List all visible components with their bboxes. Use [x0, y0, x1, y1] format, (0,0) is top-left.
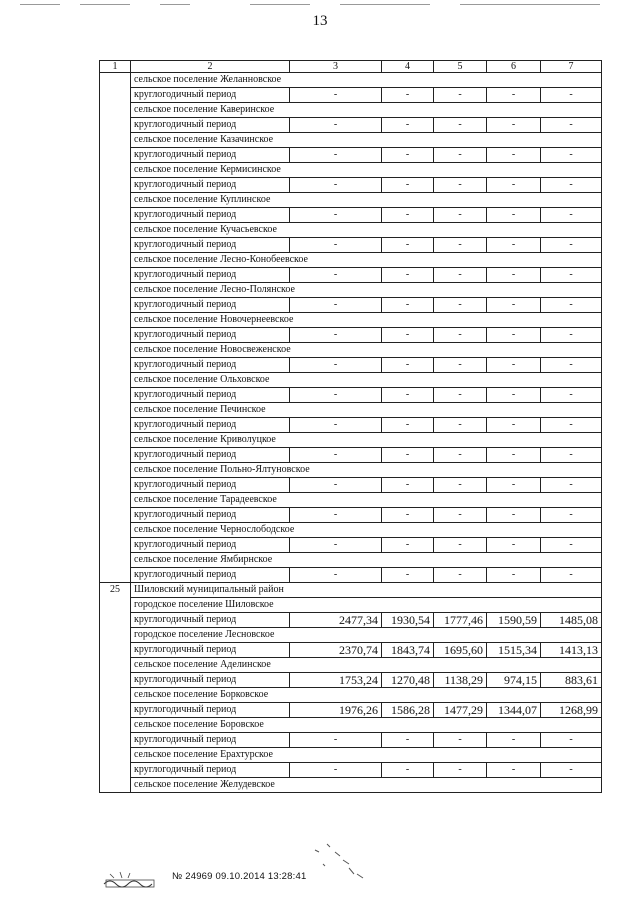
- settlement-row: [100, 313, 602, 328]
- fax-footer: [100, 862, 520, 892]
- tariff-value: -: [382, 568, 434, 583]
- table-body: [100, 61, 602, 793]
- tariff-value: -: [434, 763, 487, 778]
- tariff-value: -: [382, 118, 434, 133]
- tariff-value: -: [434, 568, 487, 583]
- tariff-value: -: [541, 178, 602, 193]
- settlement-name: сельское поселение Желанновское: [131, 73, 602, 88]
- settlement-row: [100, 223, 602, 238]
- tariff-value: -: [434, 388, 487, 403]
- period-row: [100, 118, 602, 133]
- settlement-name: сельское поселение Лесно-Конобеевское: [131, 253, 602, 268]
- tariff-value: -: [434, 178, 487, 193]
- period-label: круглогодичный период: [131, 118, 290, 133]
- tariff-value: -: [541, 208, 602, 223]
- tariff-value: -: [541, 763, 602, 778]
- settlement-row: [100, 718, 602, 733]
- settlement-name: городское поселение Лесновское: [131, 628, 602, 643]
- period-row: [100, 508, 602, 523]
- period-label: круглогодичный период: [131, 358, 290, 373]
- period-row: [100, 643, 602, 658]
- period-row: [100, 568, 602, 583]
- period-label: круглогодичный период: [131, 268, 290, 283]
- settlement-row: [100, 73, 602, 88]
- tariff-value: -: [487, 208, 541, 223]
- period-row: [100, 538, 602, 553]
- settlement-name: сельское поселение Печинское: [131, 403, 602, 418]
- tariff-value: -: [487, 418, 541, 433]
- period-label: круглогодичный период: [131, 238, 290, 253]
- tariff-value: -: [290, 538, 382, 553]
- tariff-value: -: [290, 148, 382, 163]
- tariff-value: -: [290, 418, 382, 433]
- tariff-value: -: [290, 358, 382, 373]
- tariff-value: 1268,99: [541, 703, 602, 718]
- header-cell: 4: [382, 61, 434, 73]
- tariff-value: -: [434, 328, 487, 343]
- header-cell: 1: [100, 61, 131, 73]
- stamp-icon: [100, 868, 162, 890]
- tariff-value: 2370,74: [290, 643, 382, 658]
- tariff-value: -: [382, 448, 434, 463]
- settlement-name: сельское поселение Ерахтурское: [131, 748, 602, 763]
- tariff-value: -: [290, 508, 382, 523]
- tariff-value: -: [290, 478, 382, 493]
- settlement-row: [100, 553, 602, 568]
- tariff-value: 1590,59: [487, 613, 541, 628]
- tariff-value: -: [487, 88, 541, 103]
- tariff-value: -: [434, 448, 487, 463]
- tariff-value: -: [290, 88, 382, 103]
- tariff-value: 1485,08: [541, 613, 602, 628]
- tariff-value: -: [290, 208, 382, 223]
- tariff-value: -: [487, 238, 541, 253]
- tariff-value: -: [541, 358, 602, 373]
- period-label: круглогодичный период: [131, 733, 290, 748]
- settlement-name: сельское поселение Польно-Ялтуновское: [131, 463, 602, 478]
- tariff-value: -: [382, 388, 434, 403]
- settlement-name: сельское поселение Криволуцкое: [131, 433, 602, 448]
- tariff-value: -: [541, 268, 602, 283]
- tariff-value: 1477,29: [434, 703, 487, 718]
- tariff-value: -: [382, 733, 434, 748]
- tariff-value: -: [382, 763, 434, 778]
- tariff-value: -: [487, 358, 541, 373]
- scan-noise-line: [20, 4, 620, 7]
- tariff-value: -: [290, 328, 382, 343]
- tariff-value: 1695,60: [434, 643, 487, 658]
- tariff-value: -: [487, 448, 541, 463]
- period-label: круглогодичный период: [131, 148, 290, 163]
- period-label: круглогодичный период: [131, 538, 290, 553]
- header-cell: 6: [487, 61, 541, 73]
- tariff-value: -: [382, 328, 434, 343]
- tariff-value: -: [434, 238, 487, 253]
- period-row: [100, 358, 602, 373]
- settlement-name: сельское поселение Кучасьевское: [131, 223, 602, 238]
- settlement-name: сельское поселение Чернослободское: [131, 523, 602, 538]
- group-number-cell: [100, 73, 131, 583]
- tariff-value: -: [541, 298, 602, 313]
- period-row: [100, 238, 602, 253]
- tariff-value: 1586,28: [382, 703, 434, 718]
- tariff-value: -: [434, 418, 487, 433]
- period-row: [100, 178, 602, 193]
- settlement-name: сельское поселение Куплинское: [131, 193, 602, 208]
- period-row: [100, 478, 602, 493]
- period-row: [100, 298, 602, 313]
- tariff-value: 974,15: [487, 673, 541, 688]
- settlement-row: [100, 493, 602, 508]
- header-cell: 5: [434, 61, 487, 73]
- period-row: [100, 418, 602, 433]
- period-row: [100, 328, 602, 343]
- tariff-value: -: [487, 268, 541, 283]
- period-row: [100, 148, 602, 163]
- period-label: круглогодичный период: [131, 448, 290, 463]
- tariff-value: -: [541, 118, 602, 133]
- period-label: круглогодичный период: [131, 508, 290, 523]
- tariff-value: -: [487, 148, 541, 163]
- settlement-row: [100, 193, 602, 208]
- tariff-value: -: [487, 478, 541, 493]
- period-row: [100, 388, 602, 403]
- settlement-row: [100, 403, 602, 418]
- period-label: круглогодичный период: [131, 388, 290, 403]
- tariff-value: -: [434, 208, 487, 223]
- tariff-value: -: [487, 118, 541, 133]
- tariff-value: 1753,24: [290, 673, 382, 688]
- period-row: [100, 673, 602, 688]
- tariff-value: -: [541, 328, 602, 343]
- tariff-value: -: [541, 733, 602, 748]
- tariff-value: -: [541, 238, 602, 253]
- settlement-name: сельское поселение Боровское: [131, 718, 602, 733]
- period-label: круглогодичный период: [131, 418, 290, 433]
- settlement-name: сельское поселение Каверинское: [131, 103, 602, 118]
- tariff-value: -: [541, 418, 602, 433]
- tariff-value: -: [541, 388, 602, 403]
- period-row: [100, 208, 602, 223]
- tariff-value: -: [541, 538, 602, 553]
- tariff-value: -: [541, 568, 602, 583]
- tariff-value: -: [487, 328, 541, 343]
- settlement-row: [100, 463, 602, 478]
- tariff-value: -: [290, 763, 382, 778]
- tariff-value: -: [382, 208, 434, 223]
- settlement-row: [100, 133, 602, 148]
- period-label: круглогодичный период: [131, 568, 290, 583]
- tariff-table: [99, 60, 602, 793]
- period-label: круглогодичный период: [131, 763, 290, 778]
- settlement-name: сельское поселение Лесно-Полянское: [131, 283, 602, 298]
- settlement-row: [100, 658, 602, 673]
- period-row: [100, 268, 602, 283]
- tariff-value: -: [290, 238, 382, 253]
- tariff-value: -: [487, 568, 541, 583]
- period-row: [100, 613, 602, 628]
- tariff-value: 1777,46: [434, 613, 487, 628]
- tariff-value: -: [541, 88, 602, 103]
- tariff-value: -: [434, 508, 487, 523]
- page-number: 13: [312, 13, 328, 29]
- tariff-value: -: [382, 508, 434, 523]
- tariff-value: -: [290, 298, 382, 313]
- header-cell: 2: [131, 61, 290, 73]
- tariff-value: -: [290, 178, 382, 193]
- tariff-value: 1413,13: [541, 643, 602, 658]
- settlement-name: сельское поселение Новочернеевское: [131, 313, 602, 328]
- tariff-value: -: [290, 448, 382, 463]
- settlement-name: сельское поселение Ямбирнское: [131, 553, 602, 568]
- tariff-value: -: [382, 148, 434, 163]
- settlement-row: [100, 523, 602, 538]
- tariff-value: -: [487, 298, 541, 313]
- tariff-value: -: [434, 538, 487, 553]
- tariff-value: -: [382, 418, 434, 433]
- group-number-cell: 25: [100, 583, 131, 793]
- settlement-row: [100, 373, 602, 388]
- settlement-name: сельское поселение Желудевское: [131, 778, 602, 793]
- settlement-row: [100, 748, 602, 763]
- settlement-row: [100, 628, 602, 643]
- settlement-name: сельское поселение Новосвеженское: [131, 343, 602, 358]
- period-label: круглогодичный период: [131, 328, 290, 343]
- settlement-row: [100, 688, 602, 703]
- tariff-value: -: [382, 298, 434, 313]
- period-row: [100, 733, 602, 748]
- tariff-value: -: [290, 388, 382, 403]
- tariff-value: 1270,48: [382, 673, 434, 688]
- tariff-value: -: [541, 478, 602, 493]
- period-row: [100, 448, 602, 463]
- period-label: круглогодичный период: [131, 703, 290, 718]
- tariff-value: -: [434, 478, 487, 493]
- tariff-value: -: [290, 268, 382, 283]
- tariff-value: 1515,34: [487, 643, 541, 658]
- settlement-name: городское поселение Шиловское: [131, 598, 602, 613]
- tariff-value: -: [290, 568, 382, 583]
- settlement-row: [100, 343, 602, 358]
- tariff-value: -: [434, 88, 487, 103]
- settlement-row: [100, 163, 602, 178]
- period-label: круглогодичный период: [131, 478, 290, 493]
- tariff-value: -: [434, 358, 487, 373]
- tariff-value: 883,61: [541, 673, 602, 688]
- tariff-value: -: [434, 733, 487, 748]
- tariff-value: 1930,54: [382, 613, 434, 628]
- tariff-value: -: [382, 538, 434, 553]
- period-label: круглогодичный период: [131, 208, 290, 223]
- tariff-value: -: [434, 268, 487, 283]
- settlement-row: [100, 103, 602, 118]
- tariff-value: 1138,29: [434, 673, 487, 688]
- settlement-row: [100, 433, 602, 448]
- period-label: круглогодичный период: [131, 673, 290, 688]
- tariff-value: -: [382, 268, 434, 283]
- period-row: [100, 88, 602, 103]
- settlement-row: [100, 283, 602, 298]
- tariff-value: -: [290, 118, 382, 133]
- table-header-row: [100, 61, 602, 73]
- district-name: Шиловский муниципальный район: [131, 583, 602, 598]
- tariff-value: -: [487, 178, 541, 193]
- settlement-row: [100, 778, 602, 793]
- settlement-name: сельское поселение Борковское: [131, 688, 602, 703]
- period-label: круглогодичный период: [131, 178, 290, 193]
- tariff-value: -: [382, 88, 434, 103]
- tariff-value: -: [541, 508, 602, 523]
- tariff-value: -: [434, 118, 487, 133]
- tariff-value: -: [382, 238, 434, 253]
- tariff-value: -: [382, 358, 434, 373]
- tariff-value: -: [487, 763, 541, 778]
- tariff-value: 1843,74: [382, 643, 434, 658]
- settlement-name: сельское поселение Казачинское: [131, 133, 602, 148]
- tariff-value: -: [290, 733, 382, 748]
- settlement-name: сельское поселение Кермисинское: [131, 163, 602, 178]
- district-row: [100, 583, 602, 598]
- tariff-value: -: [382, 478, 434, 493]
- settlement-name: сельское поселение Аделинское: [131, 658, 602, 673]
- fax-transmission-line: № 24969 09.10.2014 13:28:41: [172, 871, 307, 882]
- tariff-value: -: [434, 148, 487, 163]
- tariff-value: 1344,07: [487, 703, 541, 718]
- tariff-value: 2477,34: [290, 613, 382, 628]
- settlement-name: сельское поселение Ольховское: [131, 373, 602, 388]
- tariff-value: -: [382, 178, 434, 193]
- tariff-value: -: [487, 733, 541, 748]
- header-cell: 7: [541, 61, 602, 73]
- tariff-value: -: [487, 388, 541, 403]
- tariff-value: 1976,26: [290, 703, 382, 718]
- tariff-value: -: [487, 538, 541, 553]
- period-label: круглогодичный период: [131, 613, 290, 628]
- tariff-value: -: [487, 508, 541, 523]
- period-label: круглогодичный период: [131, 643, 290, 658]
- period-label: круглогодичный период: [131, 298, 290, 313]
- header-cell: 3: [290, 61, 382, 73]
- tariff-value: -: [541, 448, 602, 463]
- period-row: [100, 763, 602, 778]
- settlement-row: [100, 253, 602, 268]
- settlement-name: сельское поселение Тарадеевское: [131, 493, 602, 508]
- settlement-row: [100, 598, 602, 613]
- tariff-value: -: [541, 148, 602, 163]
- tariff-value: -: [434, 298, 487, 313]
- period-row: [100, 703, 602, 718]
- period-label: круглогодичный период: [131, 88, 290, 103]
